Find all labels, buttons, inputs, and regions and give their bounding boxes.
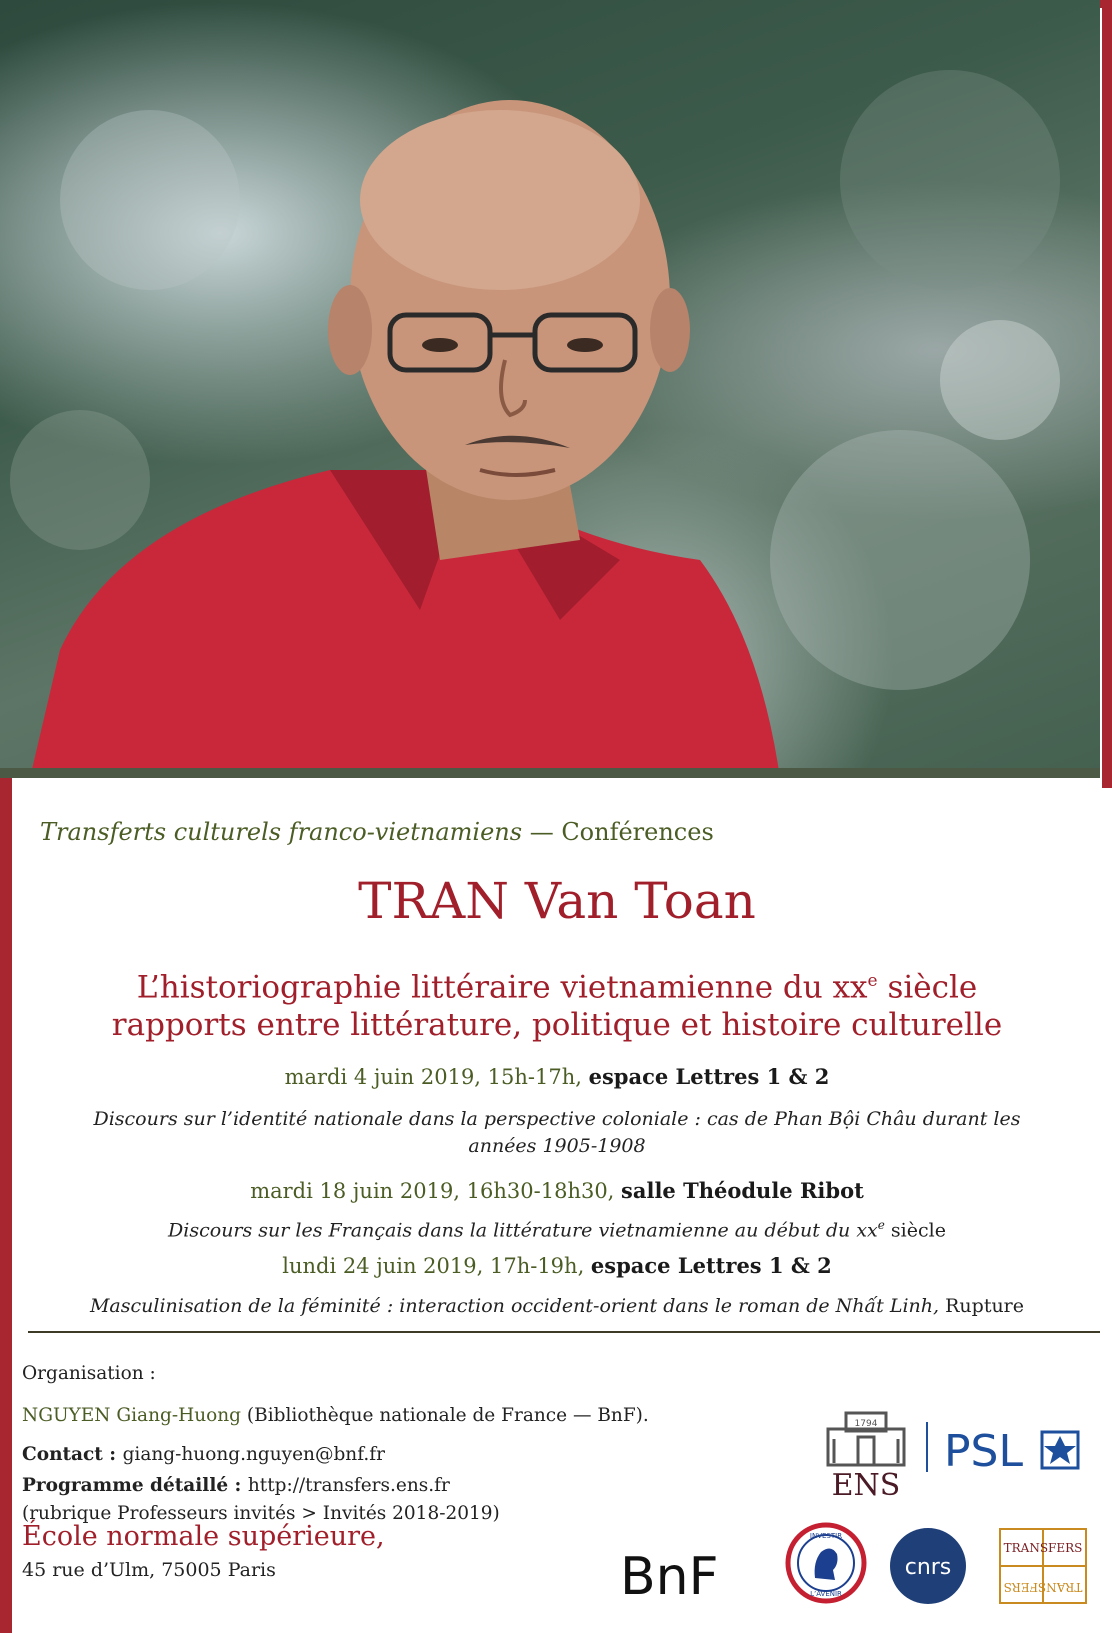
program-url[interactable]: http://transfers.ens.fr	[247, 1475, 450, 1496]
section-divider	[28, 1331, 1100, 1333]
session-2-description-main: Discours sur les Français dans la littérature vietnamienne au début du xx	[168, 1219, 878, 1242]
session-2-description-sup: e	[877, 1218, 885, 1232]
portrait-illustration	[0, 0, 1100, 778]
session-1-time: mardi 4 juin 2019, 15h-17h,	[284, 1065, 589, 1089]
investir-avenir-icon	[785, 1522, 867, 1604]
frame-left-bar	[0, 778, 12, 1633]
subject-title-main: L’historiographie littéraire vietnamienne du xx	[136, 969, 868, 1006]
session-1-description-cont: années 1905-1908	[468, 1135, 646, 1157]
transfers-text-mirrored: TRANSFERS	[1003, 1580, 1083, 1594]
session-2-time: mardi 18 juin 2019, 16h30-18h30,	[250, 1179, 622, 1203]
bnf-text: BnF	[620, 1547, 719, 1607]
cnrs-circle-icon	[888, 1526, 968, 1606]
speaker-name: TRAN Van Toan	[358, 872, 756, 930]
session-1-room: espace Lettres 1 & 2	[588, 1064, 830, 1089]
program-line	[22, 1475, 450, 1496]
session-1-date	[12, 1064, 1102, 1089]
session-3-time: lundi 24 juin 2019, 17h-19h,	[282, 1254, 591, 1278]
speaker-portrait	[0, 0, 1100, 778]
session-3-description-main: Masculinisation de la féminité : interaction occident-orient dans le roman de Nhất Linh,	[89, 1295, 946, 1317]
contact-line	[22, 1444, 385, 1465]
subject-title	[12, 962, 1102, 1006]
subject-title-sup: e	[867, 971, 878, 991]
ens-building-icon	[820, 1405, 912, 1500]
subject-subtitle: rapports entre littérature, politique et histoire culturelle	[111, 1007, 1003, 1043]
transfers-text: TRANSFERS	[1003, 1541, 1083, 1555]
series-suffix: — Conférences	[522, 818, 714, 846]
transfers-logo	[998, 1527, 1088, 1605]
program-label: Programme détaillé :	[22, 1475, 248, 1496]
session-2-description-end: siècle	[884, 1219, 946, 1242]
photo-bottom-strip	[0, 768, 1100, 778]
logo-separator	[926, 1422, 928, 1472]
subject-title-end: siècle	[877, 969, 978, 1006]
series-title	[40, 818, 1112, 846]
venue-address: 45 rue d’Ulm, 75005 Paris	[22, 1559, 276, 1581]
session-2-description	[12, 1212, 1102, 1244]
frame-right-bar	[1102, 0, 1112, 788]
organizer-affiliation: (Bibliothèque nationale de France — BnF).	[241, 1405, 649, 1426]
transfers-grid-icon	[998, 1527, 1088, 1605]
ens-logo	[820, 1405, 912, 1500]
venue-name: École normale supérieure,	[22, 1521, 385, 1552]
investir-bottom-text: L’AVENIR	[810, 1590, 842, 1598]
ens-year: 1794	[854, 1419, 878, 1429]
session-2-room: salle Théodule Ribot	[621, 1178, 864, 1203]
session-1-description: Discours sur l’identité nationale dans la perspective coloniale : cas de Phan Bội Châu durant les	[93, 1108, 1021, 1130]
session-3-description	[12, 1293, 1102, 1320]
bnf-logo	[620, 1540, 770, 1610]
organizer-name: NGUYEN Giang-Huong	[22, 1405, 242, 1426]
ens-text: ENS	[831, 1468, 901, 1500]
contact-email[interactable]: giang-huong.nguyen@bnf.fr	[122, 1444, 385, 1465]
session-3-description-end: Rupture	[945, 1295, 1025, 1317]
psl-text: PSL	[944, 1426, 1023, 1477]
investir-avenir-logo	[785, 1522, 867, 1604]
cnrs-text: cnrs	[904, 1555, 952, 1580]
session-2-date	[12, 1178, 1102, 1203]
series-name: Transferts culturels franco-vietnamiens	[40, 818, 523, 846]
cnrs-logo	[888, 1526, 968, 1606]
contact-label: Contact :	[22, 1444, 123, 1465]
organisation-label: Organisation :	[22, 1363, 156, 1384]
psl-logo	[944, 1422, 1089, 1477]
bnf-brace-icon	[620, 1540, 770, 1610]
session-3-date	[12, 1253, 1102, 1278]
psl-star-icon	[944, 1422, 1089, 1477]
program-note: (rubrique Professeurs invités > Invités 2018-2019)	[22, 1503, 500, 1524]
investir-top-text: INVESTIR	[809, 1532, 843, 1540]
organisation-organizer	[22, 1405, 649, 1426]
session-3-room: espace Lettres 1 & 2	[590, 1253, 832, 1278]
